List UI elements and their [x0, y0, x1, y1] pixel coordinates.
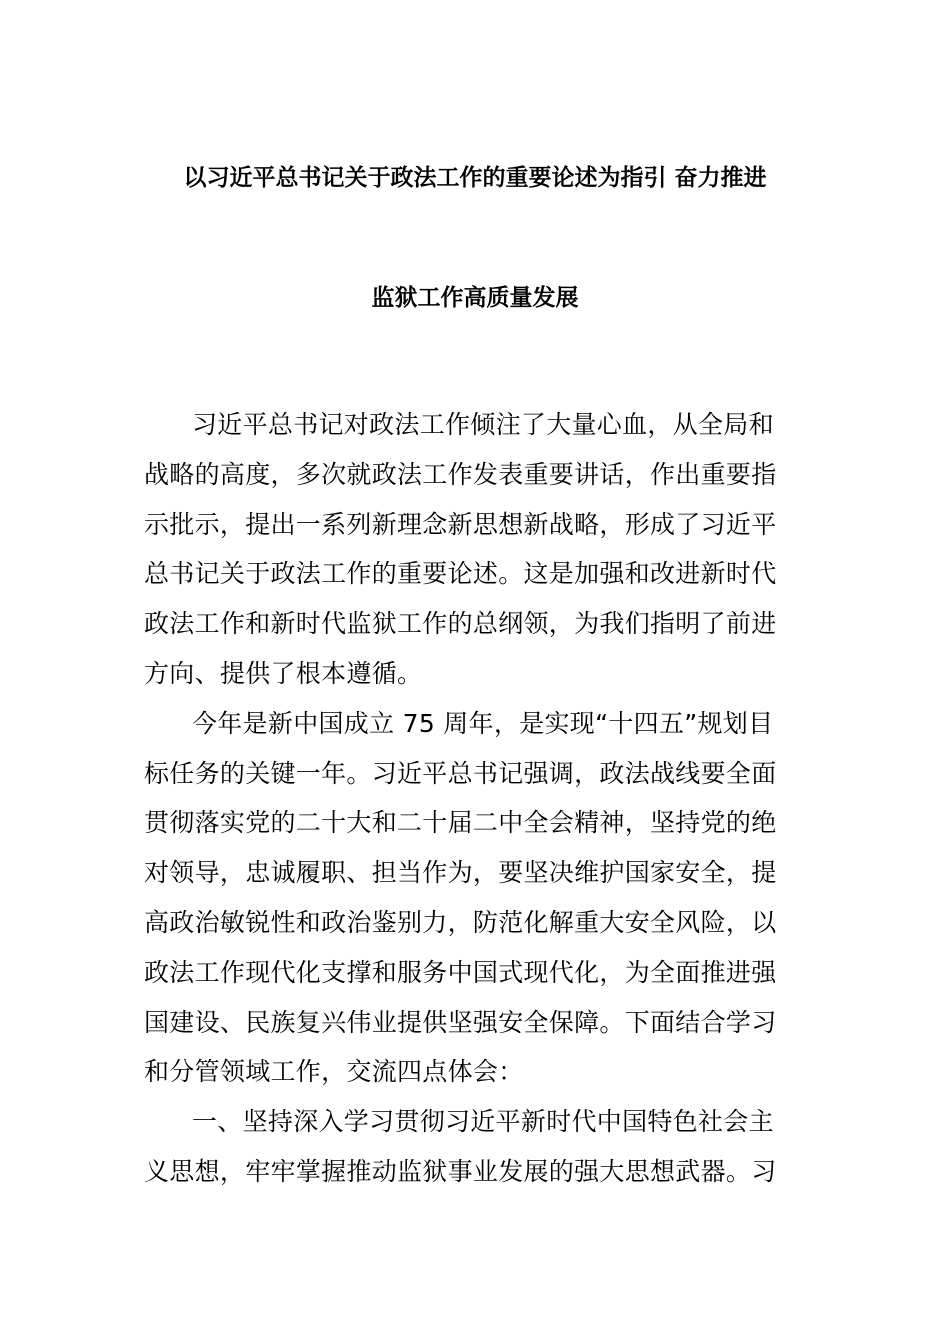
- paragraph-line: 方向、提供了根本遵循。: [144, 658, 423, 688]
- document-title-line-1: 以习近平总书记关于政法工作的重要论述为指引 奋力推进: [183, 165, 767, 191]
- paragraph-line: 战略的高度，多次就政法工作发表重要讲话，作出重要指: [144, 459, 777, 489]
- document-body: [144, 400, 806, 1197]
- paragraph-1: [144, 400, 806, 699]
- paragraph-line: 总书记关于政法工作的重要论述。这是加强和改进新时代: [144, 559, 777, 589]
- paragraph-3: [144, 1097, 806, 1197]
- paragraph-line: 贯彻落实党的二十大和二十届二中全会精神，坚持党的绝: [144, 808, 777, 838]
- paragraph-line: 标任务的关键一年。习近平总书记强调，政法战线要全面: [144, 758, 777, 788]
- paragraph-line: 义思想，牢牢掌握推动监狱事业发展的强大思想武器。习: [144, 1156, 777, 1186]
- paragraph-line: 一、坚持深入学习贯彻习近平新时代中国特色社会主: [192, 1107, 774, 1137]
- document-title-line-2: 监狱工作高质量发展: [371, 285, 579, 311]
- paragraph-line: 政法工作现代化支撑和服务中国式现代化，为全面推进强: [144, 957, 777, 987]
- paragraph-line: 习近平总书记对政法工作倾注了大量心血，从全局和: [192, 410, 774, 439]
- paragraph-line: 和分管领域工作，交流四点体会：: [144, 1057, 524, 1087]
- paragraph-line: 对领导，忠诚履职、担当作为，要坚决维护国家安全，提: [144, 858, 777, 888]
- paragraph-line: 政法工作和新时代监狱工作的总纲领，为我们指明了前进: [144, 609, 777, 639]
- paragraph-2: [144, 699, 806, 1097]
- paragraph-line: 国建设、民族复兴伟业提供坚强安全保障。下面结合学习: [144, 1007, 777, 1037]
- paragraph-line: 今年是新中国成立 75 周年，是实现“十四五”规划目: [192, 708, 774, 738]
- paragraph-line: 高政治敏锐性和政治鉴别力，防范化解重大安全风险，以: [144, 907, 777, 937]
- paragraph-line: 示批示，提出一系列新理念新思想新战略，形成了习近平: [144, 509, 777, 539]
